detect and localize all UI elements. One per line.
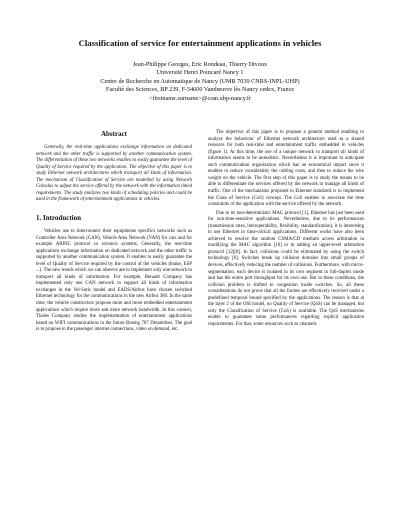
right-column bbox=[208, 130, 364, 334]
intro-paragraph-1: Vehicles use to interconnect their equipments specifics networks such as Controller Area Network (CAN), Vehicle Area Network (VAN) for cars and for example ARINC protocol in avionics systems. Generally, the real-time applications exchange information on dedicated network and the other traffic is supported by another communication system. It enables to easily guarantee the level of Quality of Service required by the control of the vehicles (brake, ESP ...). The new trends which we can observe are to implement only one network to transport all kinds of information. For example, Renault Company has implemented only one CAN network to support all kinds of information exchanges in the Vel-Satis model and EADS/Airbus have chosen switched Ethernet technology for the communications in the new Airbus 380. In the same time, the vehicle constructors propose more and more embedded entertainment applications which require more and more network bandwidth. In this context, Thales Company studies the implementation of entertainment applications based on WIFI communications in the future Boeing 787 Dreamliner. The goal is to propose to the passenger internet connections, video on demand, etc. bbox=[36, 228, 192, 333]
body-paragraph-1: The objective of this paper is to propose a general method enabling to analyze the behaviour of Ethernet network architecture used as a shared resource for both real-time and entertainment traffic embedded in vehicles (figure 1). At this time, the use of a unique network to transport all kinds of information seems to be unrealistic. Nevertheless it is important to anticipate such communication organization which has an economical impact since it enables to reduce considerably the cabling costs, and then to reduce the wire weight on the vehicle. The first step of this paper is to study the means to be able to differentiate the services offered by the network to manage all kinds of traffic. One of the mechanisms proposed in Ethernet standards is to implement the Class of Service (CoS) concept. The CoS enables to associate the time constraints of the application with the service offered by the network. bbox=[208, 130, 364, 208]
abstract-text: Generally, the real-time applications exchange information on dedicated network and the other traffic is supported by another communication system. The differentiation of these two networks enables to easily guarantee the level of Quality of Service required by the application. The objective of this paper is to study Ethernet network architectures which transport all kinds of information. The mechanism of Classification of Service are modelled by using Network Calculus to adjust the service offered by the network with the information timed requirements. The study analyzes two kinds of scheduling policies and could be used in the framework of entertainment applications in vehicles. bbox=[36, 145, 192, 203]
university: Université Henri Poincaré Nancy 1 bbox=[156, 69, 244, 77]
postal-address: Faculté des Sciences, BP 239, F-54600 Vandœuvre lès Nancy cedex, France bbox=[105, 86, 295, 94]
lab-name: Centre de Recherche en Automatique de Nancy (UMR 7039 CNRS-INPL-UHP) bbox=[100, 77, 300, 85]
abstract-heading: Abstract bbox=[100, 130, 128, 139]
introduction-heading: 1. Introduction bbox=[36, 213, 81, 222]
author-names: Jean-Philippe Georges, Eric Rondeau, Thierry Divoux bbox=[132, 61, 268, 68]
paper-title: Classification of service for entertainment applications in vehicles bbox=[78, 38, 322, 48]
email-address: <firstname.surname>@cran.uhp-nancy.fr bbox=[148, 94, 252, 102]
author-block bbox=[36, 61, 364, 103]
left-column bbox=[36, 130, 192, 334]
body-paragraph-2: Due to its non-deterministic MAC protocol [1], Ethernet has just been used for non-time-sensitive applications. Nevertheless, due to its performances (transmission rates, interoperability, flexibility, standardization), it is interesting to use Ethernet in time-critical applications. Different works have also been achieved to resolve the random CSMA/CD medium access arbitration in modifying the MAC algorithm [10] or in adding an upper-level arbitration protocol [12][8]. In fact, collisions could be eliminated by using the switch technology [6]. Switches break up collision domains into small groups of devices, effectively reducing the number of collisions. Furthermore, with micro-segmentation, each device is isolated in its own segment in full-duplex mode and has the entire port throughput for its own use. But in these conditions, the collision problem is shifted to congestion inside switches. So, all these considerations do not prove that all the frames are effectively received under a predefined temporal bound specified by the applications. The reason is that at the layer 2 of the OSI model, no Quality of Service (QoS) can be managed, but only the Classification of Service (CoS) is available. The QoS mechanisms enable to guarantee some performances regarding explicit application requirements. For that, some resources such as channels bbox=[208, 210, 364, 327]
two-column-body bbox=[36, 130, 364, 334]
